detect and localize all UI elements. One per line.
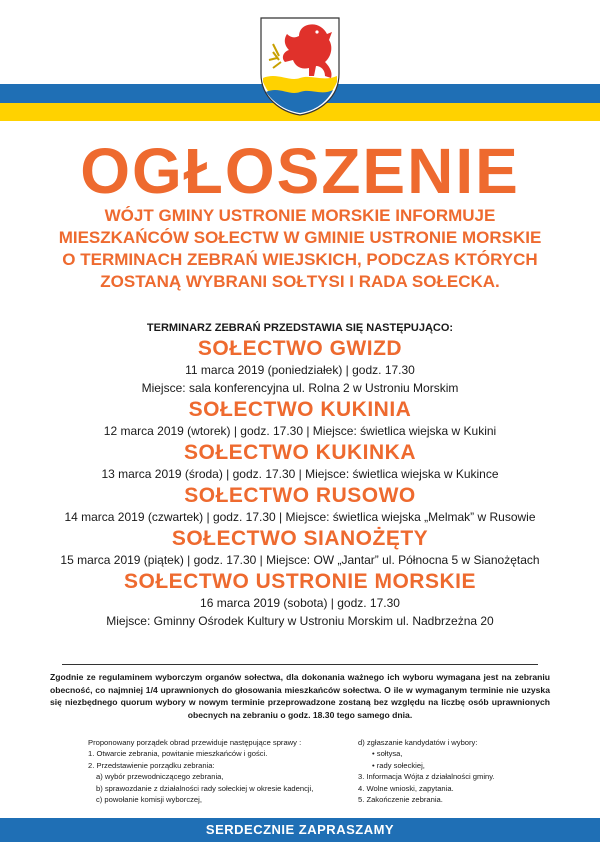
agenda-left-column	[88, 737, 358, 805]
village-name: SOŁECTWO KUKINIA	[188, 398, 412, 421]
subtitle-line: ZOSTANĄ WYBRANI SOŁTYSI I RADA SOŁECKA.	[100, 272, 500, 291]
agenda-item: 5. Zakończenie zebrania.	[358, 795, 443, 805]
agenda-item: 1. Otwarcie zebrania, powitanie mieszkańców i gości.	[88, 749, 268, 759]
village-detail: 15 marca 2019 (piątek) | godz. 17.30 | Miejsce: OW „Jantar” ul. Północna 5 w Sianożętach	[60, 553, 540, 567]
village-kukinia	[0, 397, 600, 440]
village-detail: 13 marca 2019 (środa) | godz. 17.30 | Miejsce: świetlica wiejska w Kukince	[101, 467, 499, 481]
schedule-heading: TERMINARZ ZEBRAŃ PRZEDSTAWIA SIĘ NASTĘPUJĄCO:	[146, 322, 454, 334]
village-detail: Miejsce: Gminny Ośrodek Kultury w Ustroniu Morskim ul. Nadbrzeżna 20	[106, 614, 494, 628]
village-sianozety	[0, 526, 600, 569]
divider	[62, 664, 538, 665]
subtitle-line: O TERMINACH ZEBRAŃ WIEJSKICH, PODCZAS KTÓRYCH	[62, 250, 538, 269]
agenda-subitem: b) sprawozdanie z działalności rady sołeckiej w okresie kadencji,	[96, 783, 314, 793]
village-rusowo	[0, 483, 600, 526]
agenda-intro: Proponowany porządek obrad przewiduje następujące sprawy :	[88, 738, 302, 747]
village-detail: 11 marca 2019 (poniedziałek) | godz. 17.30	[185, 363, 415, 377]
agenda-right-column	[358, 737, 558, 805]
village-name: SOŁECTWO USTRONIE MORSKIE	[123, 570, 476, 593]
village-detail: 16 marca 2019 (sobota) | godz. 17.30	[200, 596, 400, 610]
village-name: SOŁECTWO RUSOWO	[184, 484, 416, 507]
village-name: SOŁECTWO GWIZD	[197, 337, 403, 360]
village-name: SOŁECTWO SIANOŻĘTY	[171, 527, 429, 550]
griffin-coat-of-arms-icon	[259, 16, 341, 116]
agenda-subitem: d) zgłaszanie kandydatów i wybory:	[358, 738, 478, 747]
village-gwizd	[0, 336, 600, 397]
page-title: OGŁOSZENIE	[80, 135, 520, 207]
agenda-subitem: a) wybór przewodniczącego zebrania,	[96, 772, 224, 782]
village-list	[0, 336, 600, 630]
subtitle	[20, 205, 580, 293]
village-name: SOŁECTWO KUKINKA	[184, 441, 416, 464]
agenda-bullet: • rady sołeckiej,	[372, 760, 425, 770]
agenda-item: 4. Wolne wnioski, zapytania.	[358, 783, 454, 793]
village-detail: 14 marca 2019 (czwartek) | godz. 17.30 | Miejsce: świetlica wiejska „Melmak” w Rusowie	[64, 510, 536, 524]
village-detail: Miejsce: sala konferencyjna ul. Rolna 2 w Ustroniu Morskim	[141, 381, 459, 395]
footer-banner: SERDECZNIE ZAPRASZAMY	[0, 818, 600, 842]
subtitle-line: MIESZKAŃCÓW SOŁECTW W GMINIE USTRONIE MORSKIE	[58, 228, 542, 247]
agenda-item: 2. Przedstawienie porządku zebrania:	[88, 760, 215, 770]
agenda-item: 3. Informacja Wójta z działalności gminy.	[358, 772, 495, 782]
agenda-bullet: • sołtysa,	[372, 749, 403, 759]
village-detail: 12 marca 2019 (wtorek) | godz. 17.30 | Miejsce: świetlica wiejska w Kukini	[103, 424, 497, 438]
quorum-notice: Zgodnie ze regulaminem wyborczym organów sołectwa, dla dokonania ważnego ich wyboru wymagana jest na zebraniu obecność, co najmniej 1/4 uprawnionych do głosowania mieszkańców sołectwa. O ile w wymaganym terminie nie uzyska się niezbędnego quorum wybory w nowym terminie przeprowadzone zostaną bez względu na liczbę osób uprawnionych obecnych na zebraniu o godz. 18.30 tego samego dnia.	[50, 672, 550, 720]
agenda-subitem: c) powołanie komisji wyborczej,	[96, 795, 202, 805]
village-kukinka	[0, 440, 600, 483]
subtitle-line: WÓJT GMINY USTRONIE MORSKIE INFORMUJE	[104, 206, 496, 225]
village-ustronie-morskie	[0, 569, 600, 630]
